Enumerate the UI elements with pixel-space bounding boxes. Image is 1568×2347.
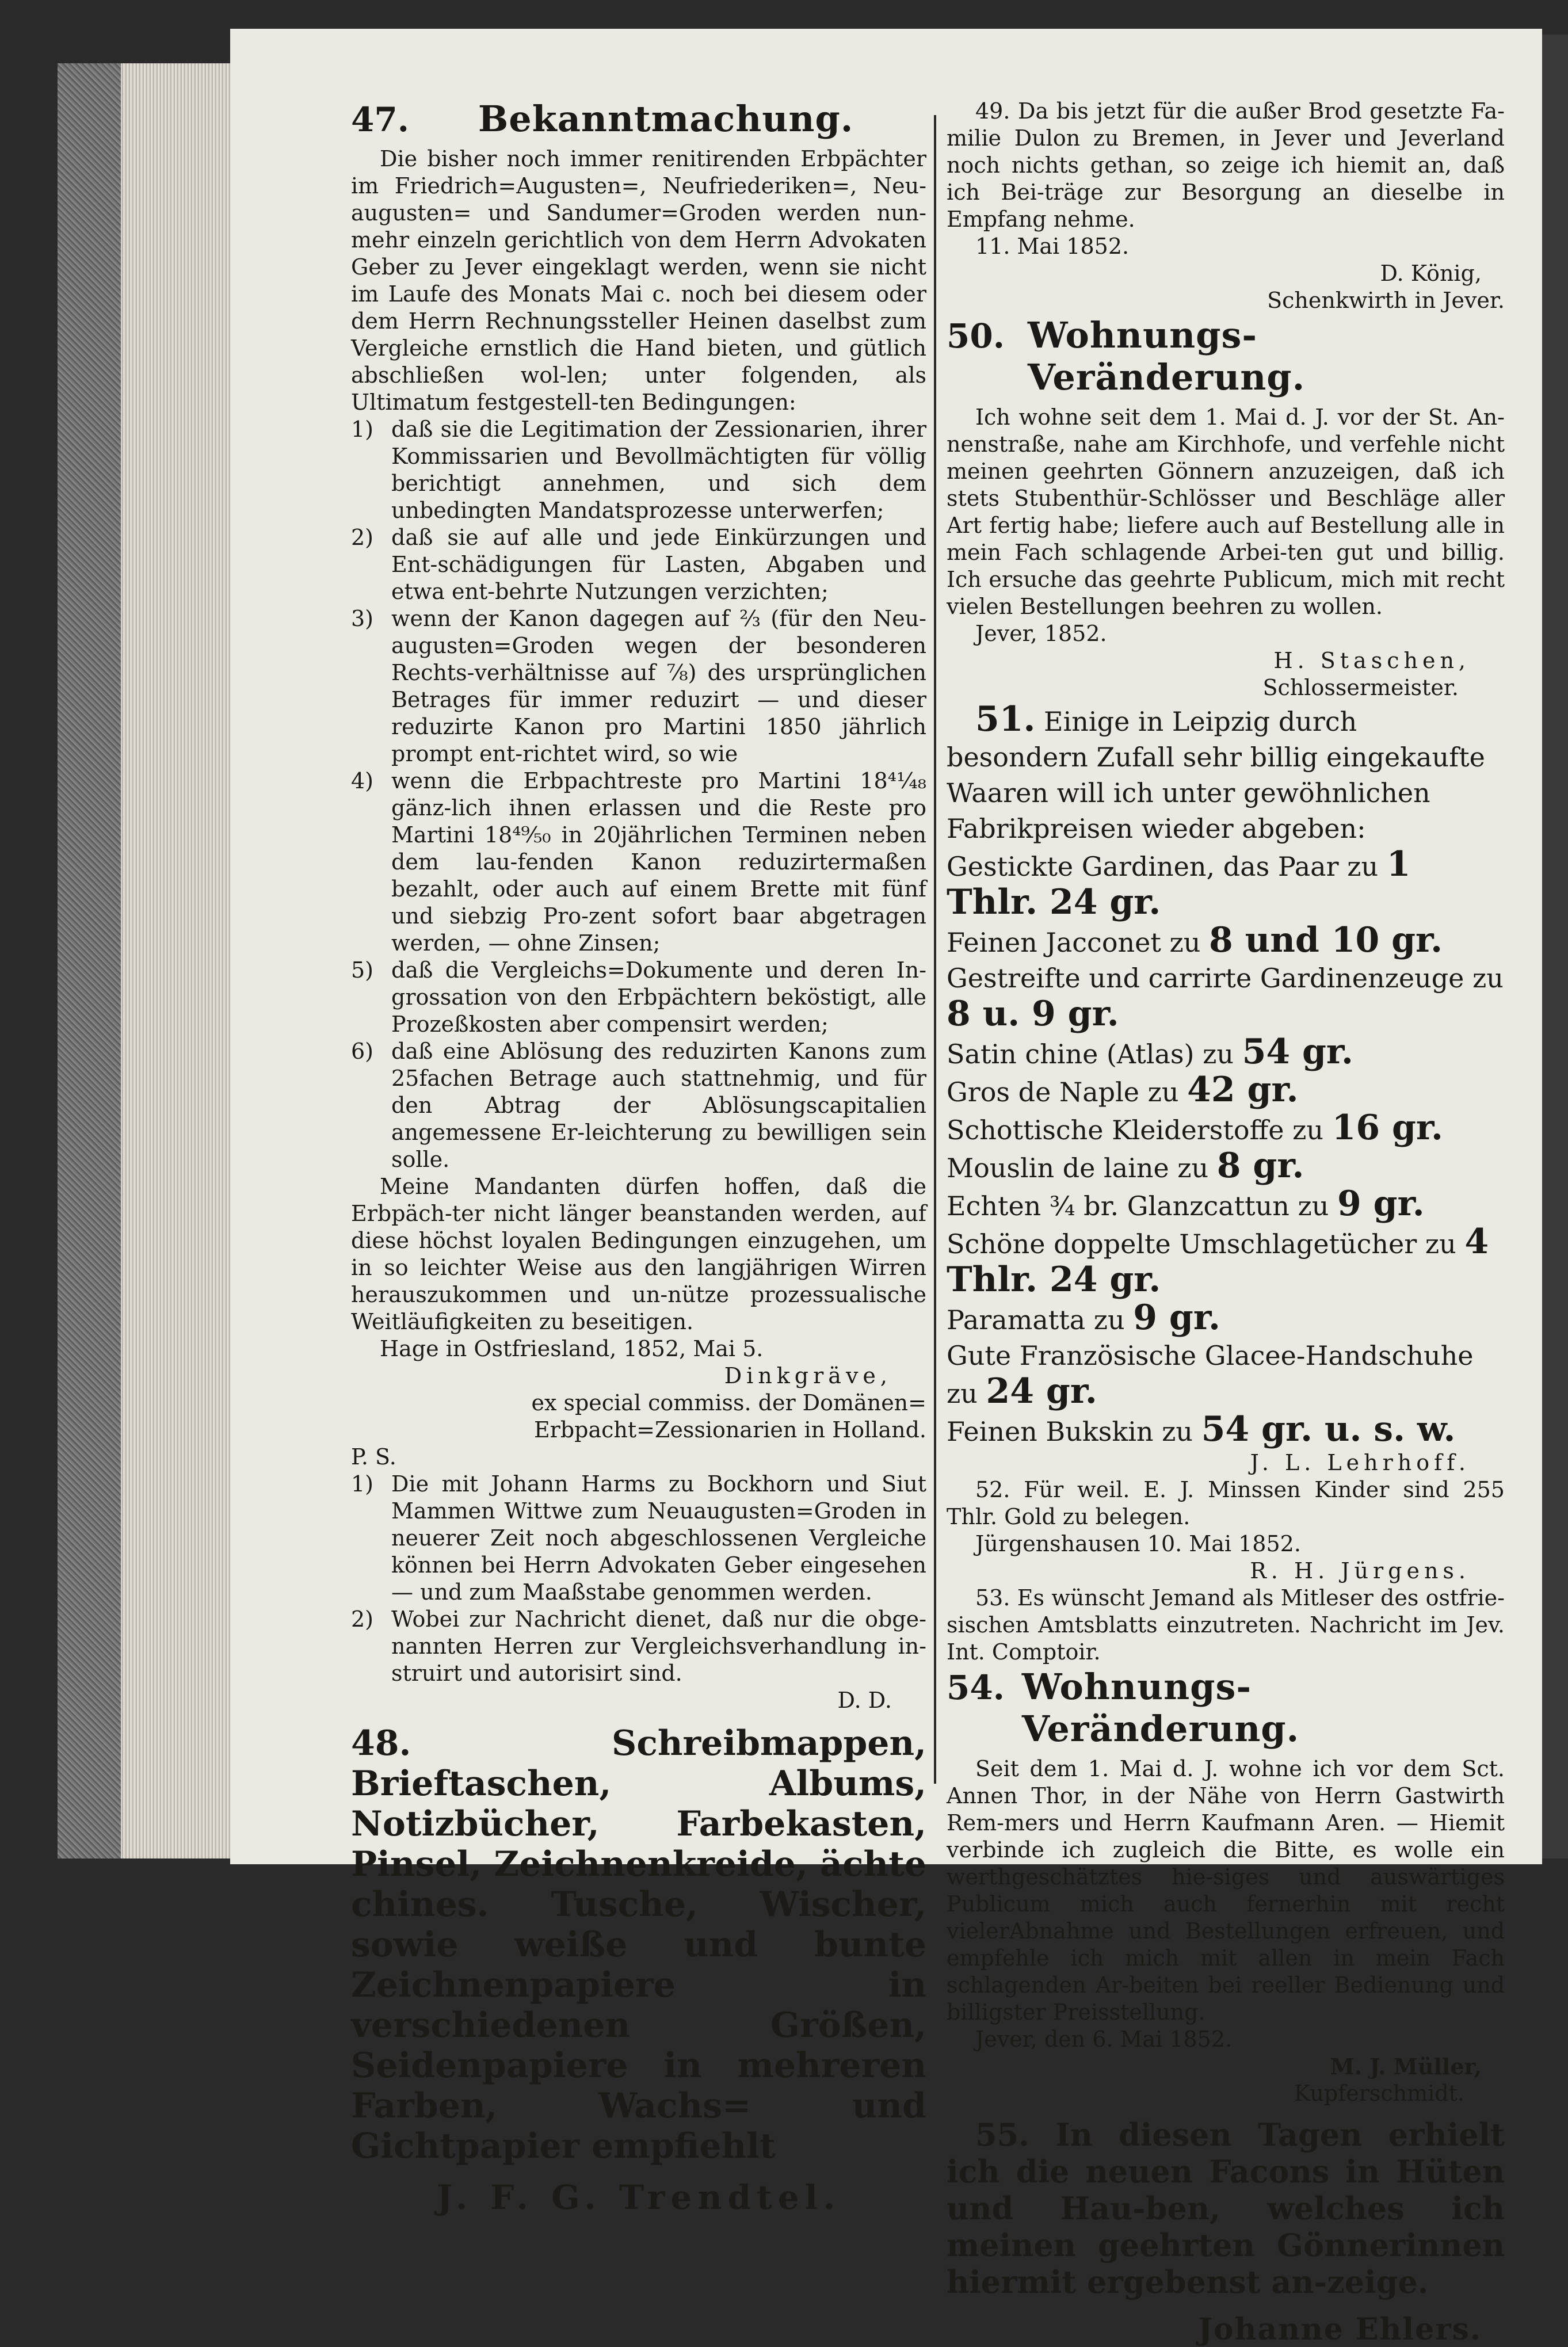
ps-item-text: Die mit Johann Harms zu Bockhorn und Siut Mammen Wittwe zum Neuaugusten=Groden in neuerer Zeit noch abgeschlossenen Vergleiche können bei Herrn Advokaten Geber eingesehen — und zum Maaßstabe genommen werden. [391,1471,926,1605]
notice-50-place: Jever, 1852. [975,621,1107,646]
notice-47-closing: Meine Mandanten dürfen hoffen, daß die Erbpäch-ter nicht länger beanstanden werden, auf diese höchst loyalen Bedingungen einzugehen, um in so leichter Weise aus den langjährigen Wirren herauszukommen und un-nütze prozessualische Weitläufigkeiten zu beseitigen. [351,1174,926,1334]
notice-48-number: 48. [351,1723,411,1764]
price-item-price: 8 gr. [1216,1146,1304,1186]
condition-item [351,524,926,605]
price-item-price: 1 Thlr. 24 gr. [947,844,1411,922]
notice-52-sign: R. H. Jürgens. [1250,1558,1470,1583]
price-item [947,846,1505,922]
price-item-label: Gros de Naple zu [947,1077,1188,1108]
ps-label: P. S. [351,1444,396,1470]
condition-item-text: daß sie die Legitimation der Zessionarien, ihrer Kommissarien und Bevollmächtigten für völlig berichtigt annehmen, und sich dem unbedingten Mandatsprozesse unterwerfen; [391,417,926,523]
price-item-label: Mouslin de laine zu [947,1152,1217,1184]
condition-item-text: daß eine Ablösung des reduzirten Kanons zum 25fachen Betrage auch stattnehmig, und für den Abtrag der Ablösungscapitalien angemessene Er-leichterung zu bewilligen sein solle. [391,1039,926,1172]
book-binding [58,63,121,1858]
notice-50-number: 50. [947,316,1005,356]
ps-item-text: Wobei zur Nachricht dienet, daß nur die obge-nannten Herren zur Vergleichsverhandlung in-struirt und autorisirt sind. [391,1606,926,1686]
condition-item-number: 3) [351,606,374,631]
notice-50-role: Schlossermeister. [1262,675,1459,700]
notice-title: Bekanntmachung. [478,98,854,140]
price-item-price: 8 und 10 gr. [1208,920,1443,960]
price-item [947,1297,1505,1338]
price-item-label: Gestreifte und carrirte Gardinenzeuge zu [947,963,1504,994]
price-item [947,1072,1505,1110]
price-item-label: Gute Französische Glacee-Handschuhe zu [947,1340,1474,1409]
notice-50-heading [947,314,1505,398]
condition-item [351,957,926,1038]
ps-item-number: 1) [351,1471,374,1497]
notice-53-text: 53. Es wünscht Jemand als Mitleser des ostfrie-sischen Amtsblatts einzutreten. Nachricht im Jev. Int. Comptoir. [947,1585,1505,1665]
right-column [947,98,1505,2347]
notice-48-text [351,1723,926,2166]
notice-50-title: Wohnungs-Veränderung. [1027,314,1306,398]
notice-54-title: Wohnungs-Veränderung. [1021,1666,1300,1750]
notice-47-signer: Dinkgräve, [724,1363,892,1388]
right-page-edge [1542,35,1568,1858]
notice-55-text: 55. In diesen Tagen erhielt ich die neuen Facons in Hüten und Hau-ben, welches ich meinen geehrten Gönnerinnen hiermit ergebenst an-zeige. [947,2116,1505,2300]
price-item-price: 42 gr. [1187,1070,1299,1110]
notice-51-intro [947,701,1505,846]
ps-sign: D. D. [837,1688,892,1713]
price-item-price: 8 u. 9 gr. [947,994,1119,1034]
notice-52-place: Jürgenshausen 10. Mai 1852. [975,1531,1301,1556]
ps-list [351,1471,926,1687]
notice-48-sign: J. F. G. Trendtel. [437,2178,841,2217]
notice-49-sign: D. König, [1380,261,1482,286]
price-item [947,922,1505,960]
price-item-price: 9 gr. [1133,1297,1220,1338]
notice-49-date: 11. Mai 1852. [975,234,1130,259]
notice-47-place: Hage in Ostfriesland, 1852, Mai 5. [380,1336,764,1361]
price-item-label: Schöne doppelte Umschlagetücher zu [947,1228,1465,1260]
ps-item [351,1471,926,1606]
notice-54-heading [947,1666,1505,1750]
notice-54-number: 54. [947,1668,1005,1707]
price-item-label: Satin chine (Atlas) zu [947,1039,1242,1070]
notice-47-heading [351,98,926,140]
condition-item-number: 4) [351,768,374,793]
condition-item-text: wenn die Erbpachtreste pro Martini 18⁴¹⁄₄₈ gänz-lich ihnen erlassen und die Reste pro Martini 18⁴⁹⁄₅₀ in 20jährlichen Terminen neben dem lau-fenden Kanon reduzirtermaßen bezahlt, oder auch auf einem Brette mit fünf und siebzig Pro-zent sofort baar abgetragen werden, — ohne Zinsen; [391,768,926,956]
ps-item [351,1606,926,1687]
notice-51-sign: J. L. Lehrhoff. [1250,1450,1470,1475]
notice-48-body: Schreibmappen, Brieftaschen, Albums, Notizbücher, Farbekasten, Pinsel, Zeichnenkreide, ächte chines. Tusche, Wischer, sowie weiße und bunte Zeichnenpapiere in verschiedenen Größen, Seidenpapiere in mehreren Farben, Wachs= und Gichtpapier empfiehlt [351,1723,926,2166]
price-item-price: 54 gr. [1242,1032,1353,1072]
left-column [351,98,926,2217]
conditions-list [351,416,926,1173]
condition-item-text: daß die Vergleichs=Dokumente und deren In-grossation von den Erbpächtern beköstigt, alle Prozeßkosten aber compensirt werden; [391,957,926,1037]
condition-item-number: 5) [351,957,374,983]
column-divider [934,115,936,1784]
notice-47-role-2: Erbpacht=Zessionarien in Holland. [533,1417,926,1442]
condition-item-number: 6) [351,1039,374,1064]
notice-54-place: Jever, den 6. Mai 1852. [975,2027,1233,2052]
notice-51-number: 51. [975,699,1036,739]
condition-item-number: 1) [351,417,374,442]
price-item [947,1224,1505,1300]
notice-49-role: Schenkwirth in Jever. [1267,288,1505,313]
notice-50-sign: H. Staschen, [1273,648,1470,673]
price-item [947,1148,1505,1186]
condition-item [351,605,926,768]
condition-item-number: 2) [351,525,374,550]
condition-item [351,1038,926,1173]
price-item-price: 54 gr. u. s. w. [1201,1409,1456,1449]
condition-item-text: wenn der Kanon dagegen auf ⅔ (für den Neu-augusten=Groden wegen der besonderen Rechts-verhältnisse auf ⅞) des ursprünglichen Betrages für immer reduzirt — und dieser reduzirte Kanon pro Martini 1850 jährlich prompt ent-richtet wird, so wie [391,606,926,766]
price-item-label: Paramatta zu [947,1304,1134,1335]
notice-55-sign: Johanne Ehlers. [1198,2312,1482,2347]
notice-47-role: ex special commiss. der Domänen= [531,1390,926,1415]
notice-50-text: Ich wohne seit dem 1. Mai d. J. vor der St. An-nenstraße, nahe am Kirchhofe, und verfehle nicht meinen geehrten Gönnern anzuzeigen, daß ich stets Stubenthür-Schlösser und Beschläge aller Art fertig habe; liefere auch auf Bestellung alle in mein Fach schlagende Arbei-ten gut und billig. Ich ersuche das geehrte Publicum, mich mit recht vielen Bestellungen beehren zu wollen. [947,404,1505,619]
page-edges [121,63,230,1858]
condition-item [351,768,926,957]
ps-item-number: 2) [351,1606,374,1632]
price-item-label: Gestickte Gardinen, das Paar zu [947,851,1387,882]
notice-47-intro: Die bisher noch immer renitirenden Erbpächter im Friedrich=Augusten=, Neufriederiken=, Neu-augusten= und Sandumer=Groden werden nun-mehr einzeln gerichtlich von dem Herrn Advokaten Geber zu Jever eingeklagt werden, wenn sie nicht im Laufe des Monats Mai c. noch bei diesem oder dem Herrn Rechnungssteller Heinen daselbst zum Vergleiche ernstlich die Hand bieten, und gütlich abschließen wol-len; unter folgenden, als Ultimatum festgestell-ten Bedingungen: [351,146,926,415]
notice-54-role: Kupferschmidt. [1294,2081,1464,2106]
price-item [947,1338,1505,1411]
notice-51-intro-text: Einige in Leipzig durch besondern Zufall sehr billig eingekaufte Waaren will ich unter gewöhnlichen Fabrikpreisen wieder abgeben: [947,706,1485,844]
price-list [947,846,1505,1449]
price-item-label: Schottische Kleiderstoffe zu [947,1115,1332,1146]
price-item [947,1110,1505,1148]
notice-54-text: Seit dem 1. Mai d. J. wohne ich vor dem Sct. Annen Thor, in der Nähe von Herrn Gastwirth Rem-mers und Herrn Kaufmann Aren. — Hiemit verbinde ich zugleich die Bitte, es wolle ein werthgeschätztes hie-siges und auswärtiges Publicum mich auch fernerhin mit recht vielerAbnahme und Bestellungen erfreuen, und empfehle ich mich mit allen in mein Fach schlagenden Ar-beiten bei reeller Bedienung und billigster Preisstellung. [947,1756,1505,2025]
price-item [947,960,1505,1034]
notice-49-text: 49. Da bis jetzt für die außer Brod gesetzte Fa-milie Dulon zu Bremen, in Jever und Jeverland noch nichts gethan, so zeige ich hiemit an, daß ich Bei-träge zur Besorgung an dieselbe in Empfang nehme. [947,98,1505,232]
condition-item-text: daß sie auf alle und jede Einkürzungen und Ent-schädigungen für Lasten, Abgaben und etwa ent-behrte Nutzungen verzichten; [391,525,926,604]
price-item [947,1186,1505,1224]
notice-52-text: 52. Für weil. E. J. Minssen Kinder sind 255 Thlr. Gold zu belegen. [947,1477,1505,1529]
price-item-price: 9 gr. [1337,1184,1425,1224]
price-item [947,1411,1505,1449]
price-item-price: 4 Thlr. 24 gr. [947,1222,1489,1300]
notice-number: 47. [351,100,409,139]
price-item-price: 24 gr. [986,1371,1097,1411]
price-item [947,1034,1505,1072]
price-item-price: 16 gr. [1332,1108,1443,1148]
price-item-label: Feinen Jacconet zu [947,927,1209,958]
price-item-label: Feinen Bukskin zu [947,1416,1201,1447]
price-item-label: Echten ¾ br. Glanzcattun zu [947,1190,1338,1222]
condition-item [351,416,926,524]
notice-54-sign: M. J. Müller, [1330,2054,1482,2079]
